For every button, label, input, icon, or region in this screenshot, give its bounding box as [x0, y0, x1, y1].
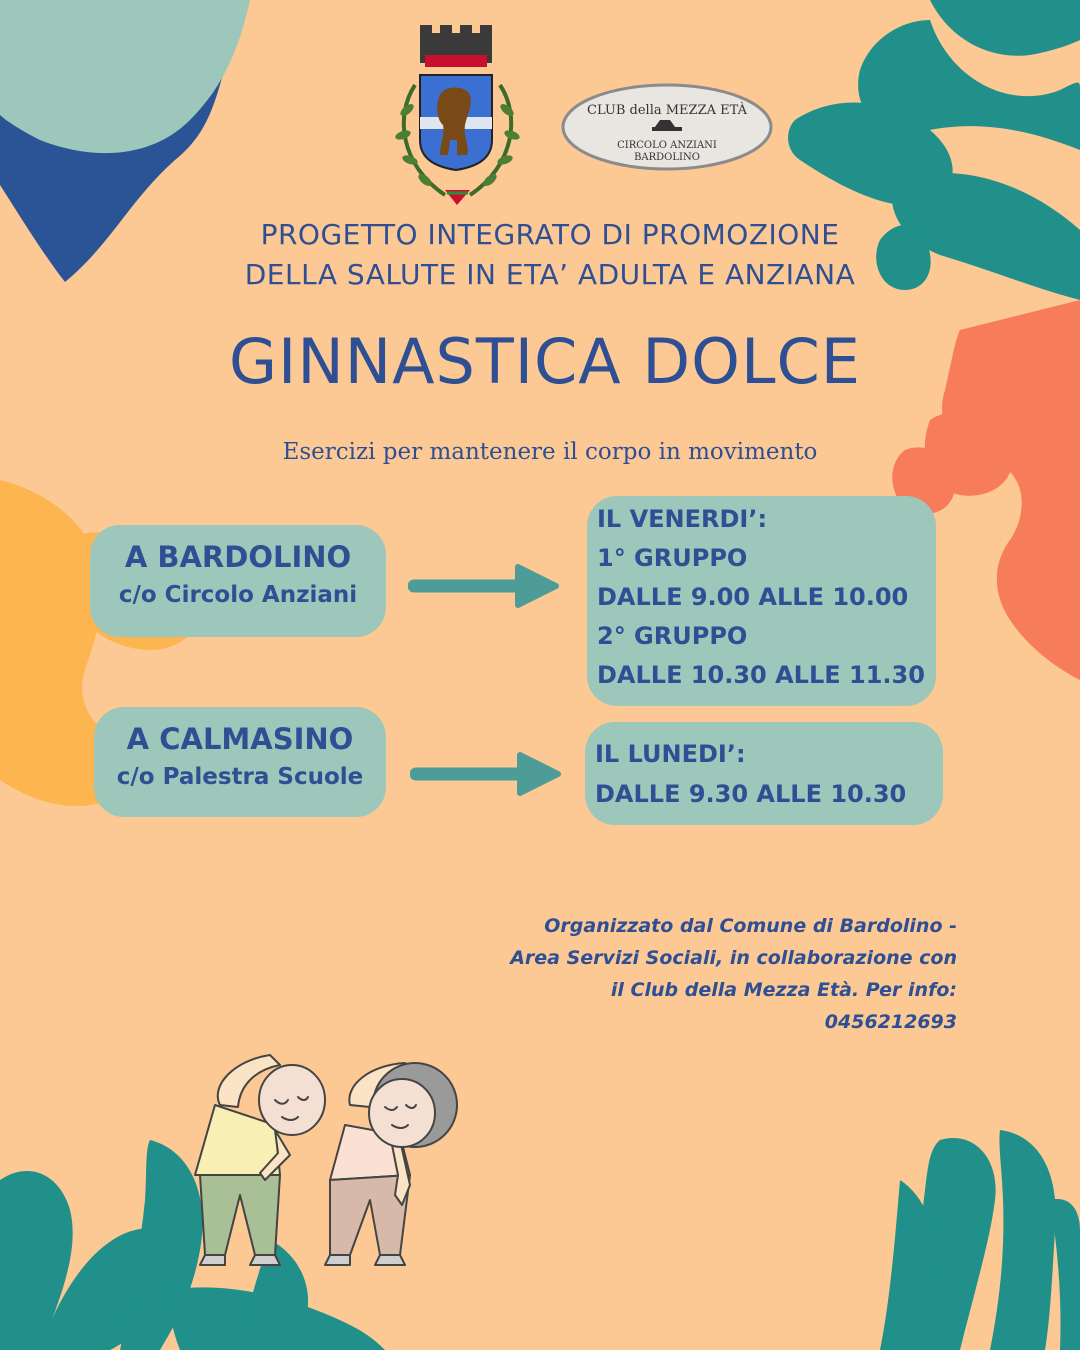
- footer-line: 0456212693: [824, 1011, 957, 1033]
- location-bardolino: [90, 525, 386, 637]
- schedule-calmasino: [585, 722, 943, 825]
- page-title: GINNASTICA DOLCE: [229, 325, 861, 398]
- club-mezza-eta-logo-icon: [560, 82, 775, 172]
- svg-text:CIRCOLO ANZIANI: CIRCOLO ANZIANI: [617, 140, 717, 151]
- tagline: Esercizi per mantenere il corpo in movimento: [282, 439, 818, 465]
- footer-line: Area Servizi Sociali, in collaborazione con: [510, 947, 957, 969]
- comune-coat-of-arms-icon: [385, 25, 530, 215]
- schedule-line: IL LUNEDI’:: [595, 740, 746, 768]
- subtitle-line: DELLA SALUTE IN ETA’ ADULTA E ANZIANA: [244, 258, 856, 291]
- svg-text:CLUB della MEZZA ETÀ: CLUB della MEZZA ETÀ: [587, 103, 747, 118]
- subtitle-line: PROGETTO INTEGRATO DI PROMOZIONE: [260, 218, 840, 251]
- schedule-line: DALLE 10.30 ALLE 11.30: [597, 661, 925, 689]
- schedule-bardolino: [587, 496, 936, 706]
- footer-line: Organizzato dal Comune di Bardolino -: [544, 915, 957, 937]
- teal-leaves-bottom-right: [880, 1130, 1080, 1350]
- schedule-line: 1° GRUPPO: [597, 544, 748, 572]
- schedule-line: IL VENERDI’:: [597, 505, 768, 533]
- project-subtitle: [140, 215, 960, 295]
- mint-blob: [0, 0, 250, 153]
- organizer-note: [430, 910, 957, 1038]
- schedule-line: 2° GRUPPO: [597, 622, 748, 650]
- location-name: A BARDOLINO: [124, 540, 352, 574]
- arrow-right-icon: [410, 751, 562, 797]
- location-place: c/o Palestra Scuole: [116, 764, 364, 790]
- svg-text:BARDOLINO: BARDOLINO: [634, 152, 700, 163]
- footer-line: il Club della Mezza Età. Per info:: [610, 979, 957, 1001]
- location-name: A CALMASINO: [126, 722, 354, 756]
- elderly-exercise-illustration: [180, 1045, 480, 1275]
- location-calmasino: [94, 707, 386, 817]
- location-place: c/o Circolo Anziani: [118, 582, 358, 608]
- schedule-line: DALLE 9.00 ALLE 10.00: [597, 583, 909, 611]
- arrow-right-icon: [408, 563, 560, 609]
- schedule-line: DALLE 9.30 ALLE 10.30: [595, 780, 907, 808]
